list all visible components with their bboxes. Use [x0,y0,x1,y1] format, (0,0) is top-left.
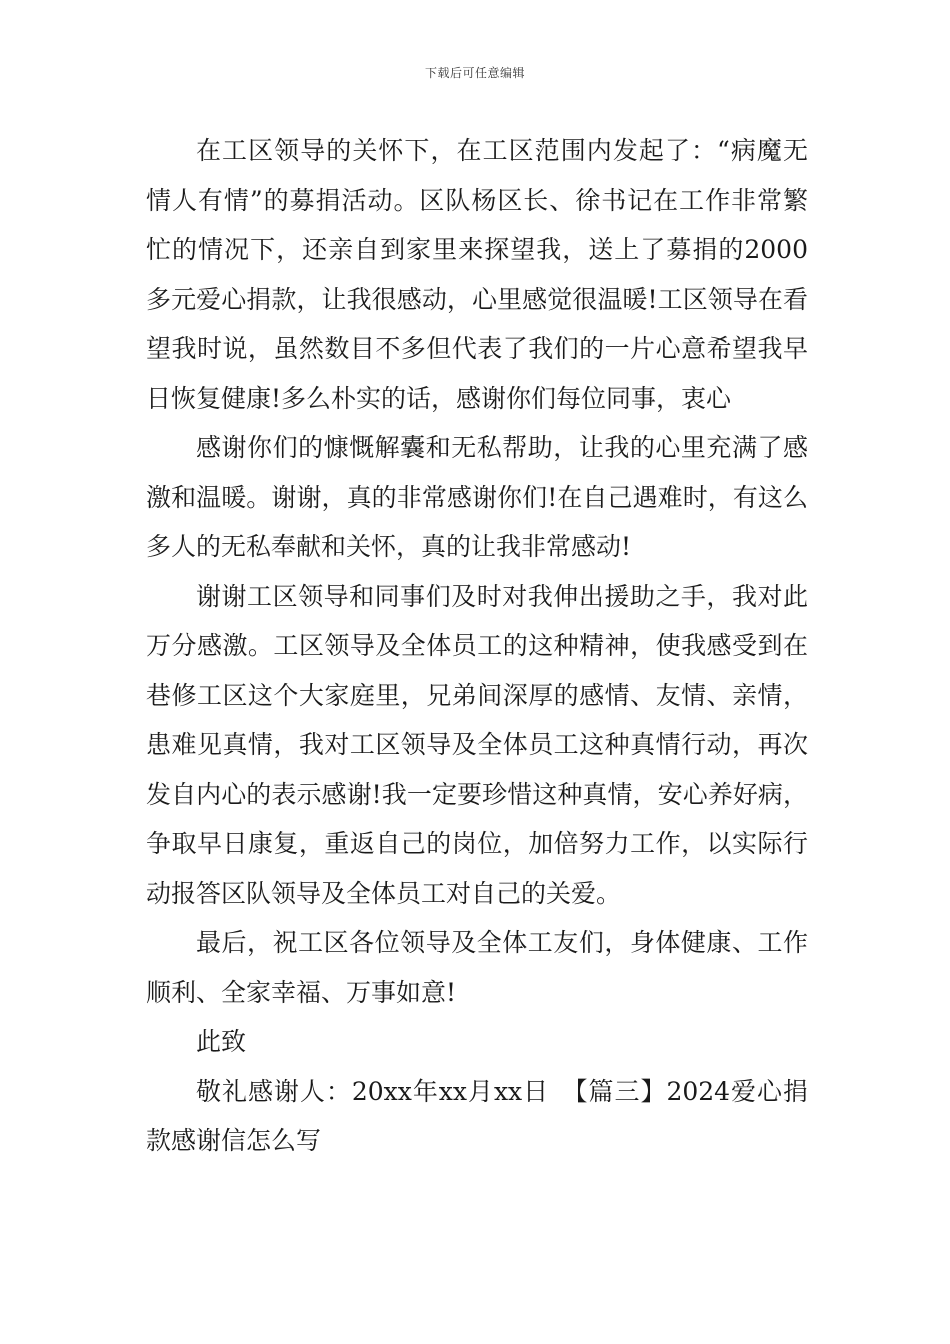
paragraph-2: 感谢你们的慷慨解囊和无私帮助，让我的心里充满了感激和温暖。谢谢，真的非常感谢你们!在自己遇难时，有这么多人的无私奉献和关怀，真的让我非常感动! [146,433,808,561]
paragraph-4: 最后，祝工区各位领导及全体工友们，身体健康、工作顺利、全家幸福、万事如意! [146,928,808,1007]
letter-body [146,126,808,1166]
paragraph-1: 在工区领导的关怀下，在工区范围内发起了：“病魔无情人有情”的募捐活动。区队杨区长、徐书记在工作非常繁忙的情况下，还亲自到家里来探望我，送上了募捐的2000多元爱心捐款，让我很感动，心里感觉很温暖!工区领导在看望我时说，虽然数目不多但代表了我们的一片心意希望我早日恢复健康!多么朴实的话，感谢你们每位同事，衷心 [146,136,808,413]
signature-line: 敬礼感谢人：20xx年xx月xx日 【篇三】2024爱心捐款感谢信怎么写 [146,1076,808,1155]
page-header-note: 下载后可任意编辑 [424,66,525,80]
closing-salutation: 此致 [196,1027,247,1056]
paragraph-3: 谢谢工区领导和同事们及时对我伸出援助之手，我对此万分感激。工区领导及全体员工的这种精神，使我感受到在巷修工区这个大家庭里，兄弟间深厚的感情、友情、亲情，患难见真情，我对工区领导及全体员工这种真情行动，再次发自内心的表示感谢!我一定要珍惜这种真情，安心养好病，争取早日康复，重返自己的岗位，加倍努力工作，以实际行动报答区队领导及全体员工对自己的关爱。 [146,581,808,908]
